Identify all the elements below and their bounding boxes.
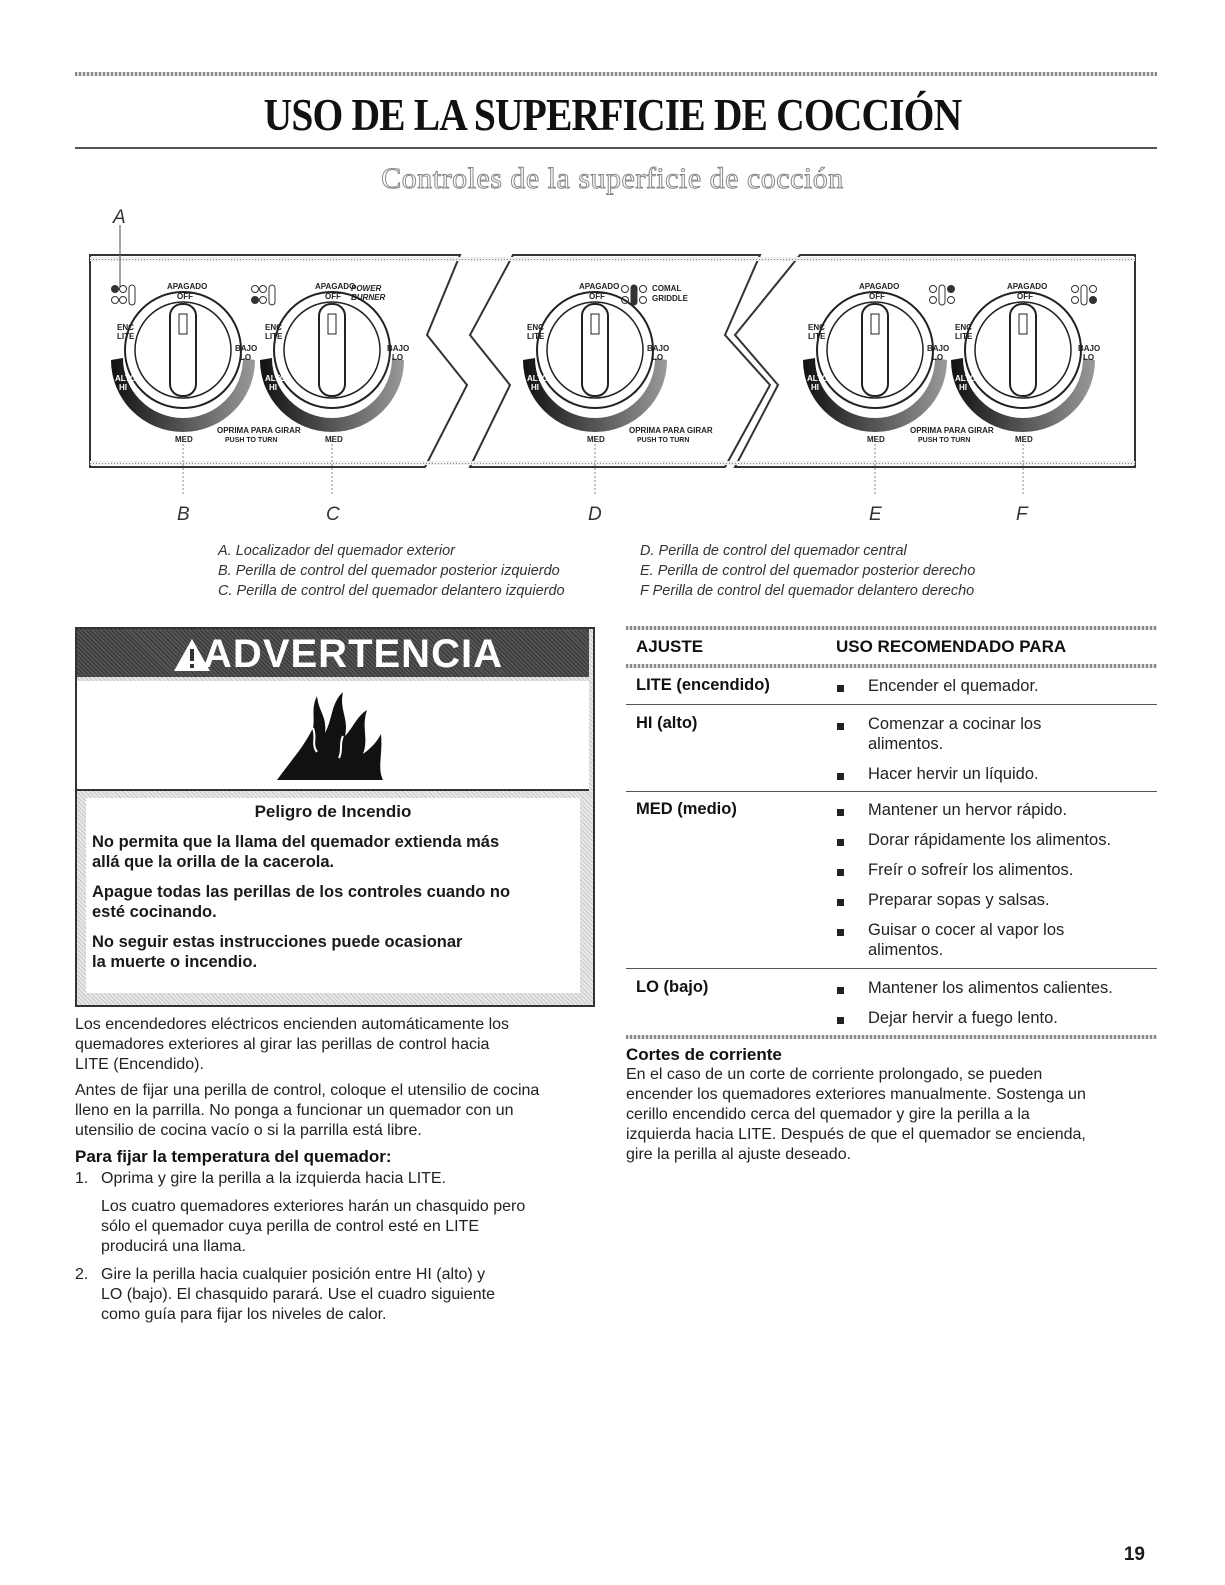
label-lo: LO (652, 353, 664, 362)
caption-right (640, 541, 975, 601)
title-rule (75, 147, 1157, 149)
label-hi: HI (531, 383, 539, 392)
label-off: OFF (177, 292, 193, 301)
label-med: MED (1015, 435, 1033, 444)
bullet-icon (837, 869, 844, 876)
paragraph-line: En el caso de un corte de corriente prolongado, se pueden (626, 1066, 1043, 1083)
label-enc: ENC (955, 323, 972, 332)
label-burner: BURNER (351, 293, 386, 302)
control-panel-diagram (75, 205, 1157, 535)
table-cell: Guisar o cocer al vapor los (868, 921, 1065, 939)
table-cell: alimentos. (868, 735, 944, 753)
caption-a: A. Localizador del quemador exterior (218, 543, 455, 559)
step-number: 1. (75, 1170, 89, 1187)
label-hi: HI (959, 383, 967, 392)
table-cell: Freír o sofreír los alimentos. (868, 861, 1074, 879)
table-cell: alimentos. (868, 941, 944, 959)
warning-text-panel (86, 798, 580, 993)
label-off: OFF (869, 292, 885, 301)
page-number: 19 (1123, 1544, 1145, 1565)
table-row-divider (626, 704, 1157, 705)
section-subtitle: Controles de la superficie de cocción (381, 162, 844, 195)
label-hi: HI (269, 383, 277, 392)
label-alto: ALTO (265, 374, 287, 383)
callout-b: B (177, 504, 190, 525)
warning-line: allá que la orilla de la cacerola. (92, 853, 335, 871)
table-row-label: LITE (encendido) (636, 676, 770, 694)
step-2 (75, 1265, 595, 1325)
table-top-rule (626, 626, 1157, 630)
label-push: PUSH TO TURN (637, 437, 690, 444)
label-hi: HI (811, 383, 819, 392)
paragraph-line: Los encendedores eléctricos encienden automáticamente los (75, 1016, 510, 1033)
label-enc: ENC (527, 323, 544, 332)
table-row-label: MED (medio) (636, 800, 737, 818)
bullet-icon (837, 723, 844, 730)
power-outage-section (626, 1045, 1157, 1165)
label-alto: ALTO (115, 374, 137, 383)
label-alto: ALTO (527, 374, 549, 383)
step-1 (75, 1169, 595, 1257)
label-alto: ALTO (955, 374, 977, 383)
label-apagado: APAGADO (1007, 282, 1048, 291)
table-row-divider (626, 968, 1157, 969)
label-lite: LITE (265, 332, 283, 341)
table-cell: Dejar hervir a fuego lento. (868, 1009, 1058, 1027)
bullet-icon (837, 773, 844, 780)
label-med: MED (175, 435, 193, 444)
callout-a: A (113, 207, 126, 228)
label-push: PUSH TO TURN (918, 437, 971, 444)
table-header-use: USO RECOMENDADO PARA (836, 637, 1067, 656)
paragraph-line: utensilio de cocina vacío o si la parrilla está libre. (75, 1122, 422, 1139)
table-cell: Hacer hervir un líquido. (868, 765, 1039, 783)
warning-hazard: Peligro de Incendio (254, 802, 412, 821)
label-bajo: BAJO (1078, 344, 1101, 353)
label-alto: ALTO (807, 374, 829, 383)
label-hi: HI (119, 383, 127, 392)
table-header-setting: AJUSTE (636, 637, 704, 656)
step-text: como guía para fijar los niveles de calor. (101, 1306, 387, 1323)
bullet-icon (837, 899, 844, 906)
label-bajo: BAJO (927, 344, 950, 353)
warning-line: No permita que la llama del quemador extienda más (92, 833, 500, 851)
label-oprima: OPRIMA PARA GIRAR (910, 426, 994, 435)
label-lite: LITE (955, 332, 973, 341)
caption-e: E. Perilla de control del quemador posterior derecho (640, 563, 976, 579)
step-text: Oprima y gire la perilla a la izquierda hacia LITE. (101, 1170, 447, 1187)
label-bajo: BAJO (387, 344, 410, 353)
label-lite: LITE (808, 332, 826, 341)
warning-line: la muerte o incendio. (92, 953, 258, 971)
label-bajo: BAJO (235, 344, 258, 353)
label-off: OFF (325, 292, 341, 301)
warning-line: Apague todas las perillas de los controles cuando no (92, 883, 511, 901)
caption-left (218, 541, 565, 601)
label-oprima: OPRIMA PARA GIRAR (217, 426, 301, 435)
step-note: Los cuatro quemadores exteriores harán un chasquido pero (101, 1198, 526, 1215)
table-row-label: HI (alto) (636, 714, 698, 732)
label-enc: ENC (808, 323, 825, 332)
bullet-icon (837, 839, 844, 846)
label-enc: ENC (265, 323, 282, 332)
label-lo: LO (392, 353, 404, 362)
bullet-icon (837, 1017, 844, 1024)
bullet-icon (837, 987, 844, 994)
label-apagado: APAGADO (167, 282, 208, 291)
step-note: producirá una llama. (101, 1238, 246, 1255)
label-lite: LITE (117, 332, 135, 341)
label-apagado: APAGADO (579, 282, 620, 291)
paragraph-line: quemadores exteriores al girar las perillas de control hacia (75, 1036, 490, 1053)
warning-line: esté cocinando. (92, 903, 217, 921)
paragraph-line: izquierda hacia LITE. Después de que el quemador se encienda, (626, 1126, 1086, 1143)
label-griddle: GRIDDLE (652, 294, 688, 303)
table-cell: Encender el quemador. (868, 677, 1039, 695)
label-comal: COMAL (652, 284, 682, 293)
label-apagado: APAGADO (859, 282, 900, 291)
caption-c: C. Perilla de control del quemador delantero izquierdo (218, 583, 565, 599)
warning-line: No seguir estas instrucciones puede ocasionar (92, 933, 463, 951)
fire-hazard-icon (273, 688, 393, 783)
paragraph-line: gire la perilla al ajuste deseado. (626, 1146, 852, 1163)
table-cell: Comenzar a cocinar los (868, 715, 1042, 733)
paragraph-line: LITE (Encendido). (75, 1056, 204, 1073)
bullet-icon (837, 685, 844, 692)
label-power: POWER (351, 284, 382, 293)
step-text: LO (bajo). El chasquido parará. Use el cuadro siguiente (101, 1286, 495, 1303)
label-lo: LO (240, 353, 252, 362)
page-title: USO DE LA SUPERFICIE DE COCCIÓN (263, 89, 962, 140)
paragraph-line: lleno en la parrilla. No ponga a funcionar un quemador con un (75, 1102, 514, 1119)
label-oprima: OPRIMA PARA GIRAR (629, 426, 713, 435)
warning-title: ADVERTENCIA (203, 632, 503, 676)
table-header-rule (626, 664, 1157, 668)
step-number: 2. (75, 1266, 89, 1283)
paragraph-line: cerillo encendido cerca del quemador y gire la perilla a la (626, 1106, 1030, 1123)
callout-f: F (1016, 504, 1028, 525)
label-apagado: APAGADO (315, 282, 356, 291)
callout-e: E (869, 504, 882, 525)
label-lite: LITE (527, 332, 545, 341)
set-temp-heading: Para fijar la temperatura del quemador: (75, 1147, 392, 1166)
power-outage-heading: Cortes de corriente (626, 1045, 782, 1064)
label-push: PUSH TO TURN (225, 437, 278, 444)
bullet-icon (837, 929, 844, 936)
table-cell: Preparar sopas y salsas. (868, 891, 1050, 909)
table-cell: Mantener un hervor rápido. (868, 801, 1068, 819)
caption-f: F Perilla de control del quemador delantero derecho (640, 583, 975, 599)
caption-b: B. Perilla de control del quemador posterior izquierdo (218, 563, 560, 579)
step-text: Gire la perilla hacia cualquier posición entre HI (alto) y (101, 1266, 486, 1283)
caption-d: D. Perilla de control del quemador central (640, 543, 907, 559)
top-rule (75, 72, 1157, 76)
paragraph-line: Antes de fijar una perilla de control, coloque el utensilio de cocina (75, 1082, 540, 1099)
table-row-divider (626, 791, 1157, 792)
callout-c: C (326, 504, 340, 525)
label-med: MED (587, 435, 605, 444)
label-off: OFF (589, 292, 605, 301)
label-off: OFF (1017, 292, 1033, 301)
table-cell: Dorar rápidamente los alimentos. (868, 831, 1112, 849)
paragraph-line: encender los quemadores exteriores manualmente. Sostenga un (626, 1086, 1086, 1103)
label-bajo: BAJO (647, 344, 670, 353)
label-med: MED (867, 435, 885, 444)
body-left (75, 1015, 595, 1325)
label-med: MED (325, 435, 343, 444)
table-cell: Mantener los alimentos calientes. (868, 979, 1113, 997)
bullet-icon (837, 809, 844, 816)
label-enc: ENC (117, 323, 134, 332)
callout-d: D (588, 504, 602, 525)
table-row-label: LO (bajo) (636, 978, 709, 996)
table-bottom-rule (626, 1035, 1157, 1039)
step-note: sólo el quemador cuya perilla de control esté en LITE (101, 1218, 479, 1235)
label-lo: LO (932, 353, 944, 362)
label-lo: LO (1083, 353, 1095, 362)
